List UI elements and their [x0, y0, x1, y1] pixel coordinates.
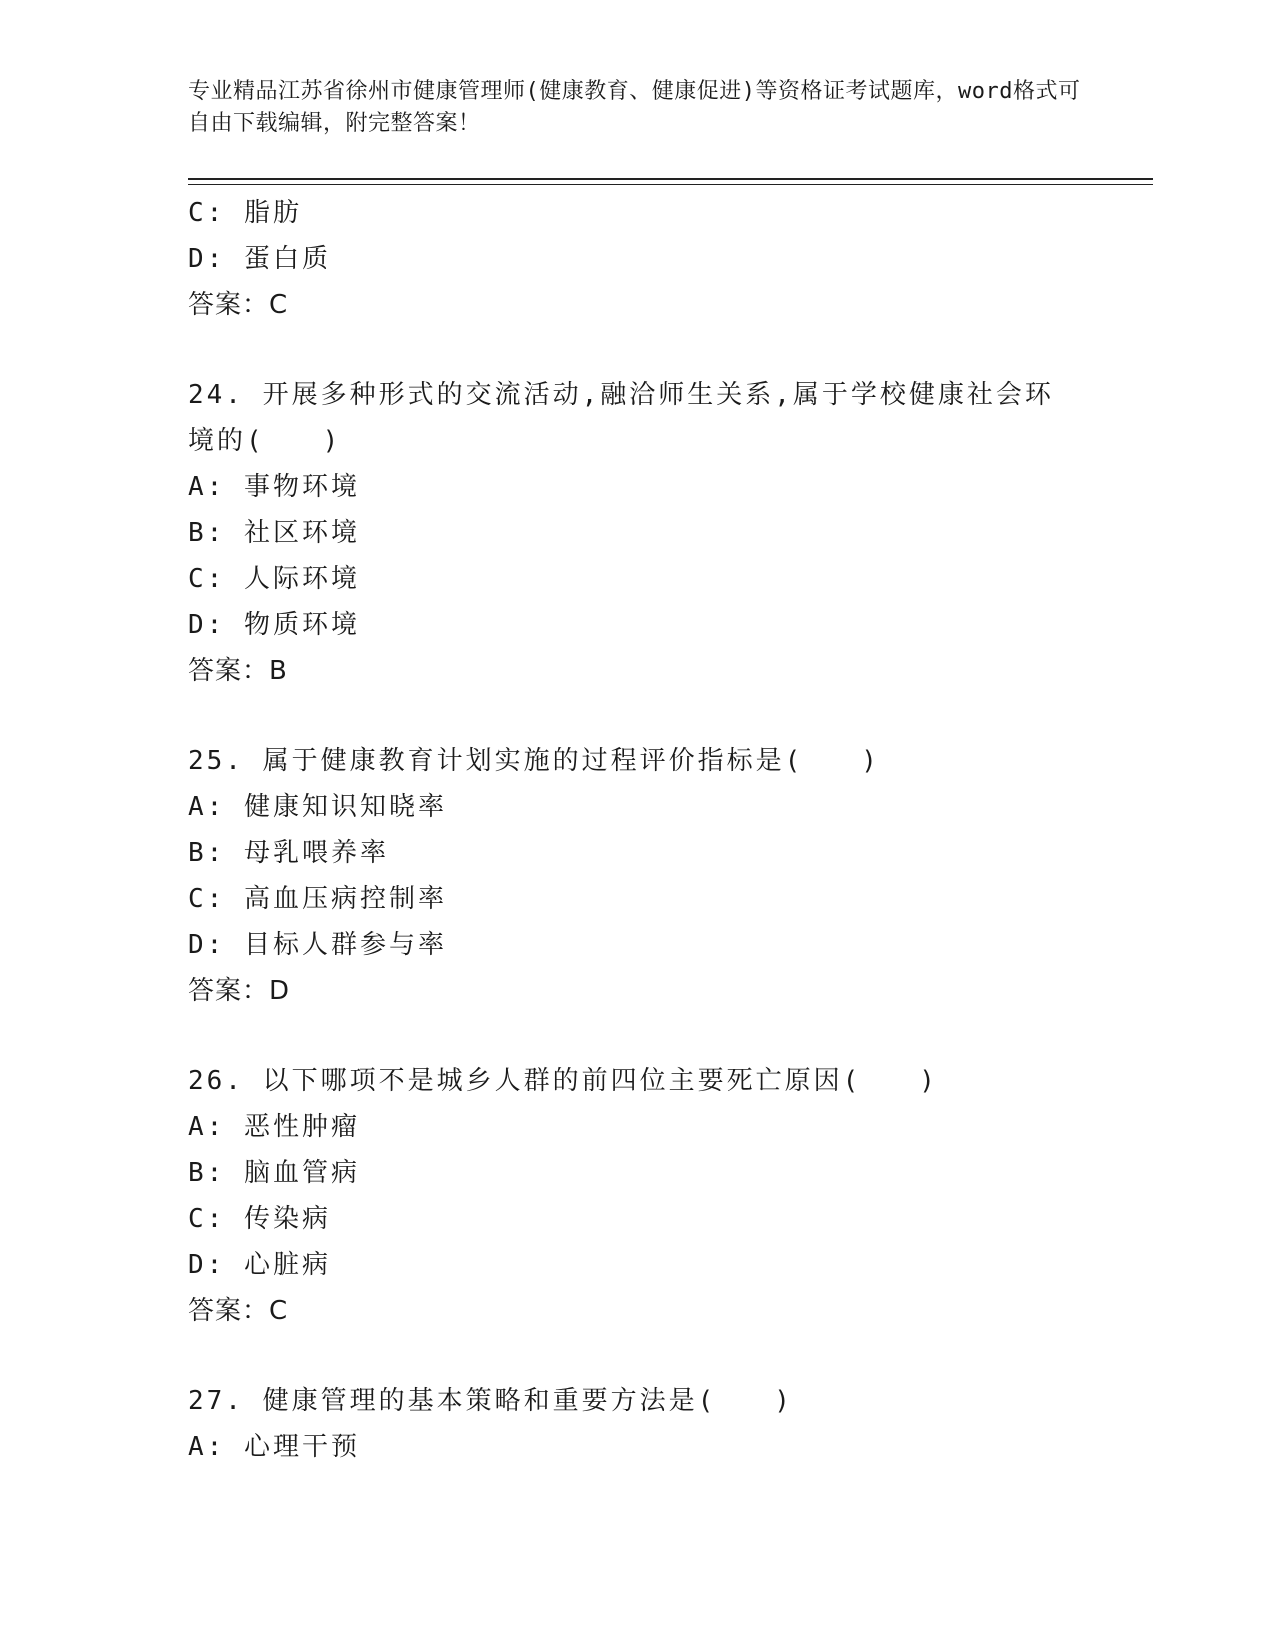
answer: 答案：D: [188, 976, 291, 1006]
page-header: [188, 76, 1088, 140]
option-c: C: 脂肪: [188, 198, 302, 228]
answer: 答案：C: [188, 290, 289, 320]
option-d: D: 目标人群参与率: [188, 930, 447, 960]
spacer: [188, 694, 1088, 738]
option-d: D: 蛋白质: [188, 244, 331, 274]
header-divider-thick: [188, 178, 1153, 180]
option-a: A: 恶性肿瘤: [188, 1112, 360, 1142]
answer: 答案：B: [188, 656, 288, 686]
question-27: [188, 1378, 1088, 1470]
question-23: [188, 190, 1088, 328]
question-25: [188, 738, 1088, 1014]
question-26: [188, 1058, 1088, 1334]
option-a: A: 健康知识知晓率: [188, 792, 447, 822]
spacer: [188, 328, 1088, 372]
option-a: A: 心理干预: [188, 1432, 360, 1462]
option-c: C: 传染病: [188, 1204, 331, 1234]
option-d: D: 心脏病: [188, 1250, 331, 1280]
question-24: [188, 372, 1088, 694]
question-stem: 24. 开展多种形式的交流活动,融洽师生关系,属于学校健康社会环境的( ): [188, 380, 1054, 456]
question-list: [188, 190, 1088, 1470]
header-text: 专业精品江苏省徐州市健康管理师(健康教育、健康促进)等资格证考试题库，word格式可自由下载编辑，附完整答案！: [188, 79, 1081, 136]
spacer: [188, 1014, 1088, 1058]
spacer: [188, 1334, 1088, 1378]
option-d: D: 物质环境: [188, 610, 360, 640]
option-b: B: 母乳喂养率: [188, 838, 389, 868]
option-b: B: 脑血管病: [188, 1158, 360, 1188]
question-stem: 26. 以下哪项不是城乡人群的前四位主要死亡原因( ): [188, 1066, 938, 1096]
option-c: C: 高血压病控制率: [188, 884, 447, 914]
option-b: B: 社区环境: [188, 518, 360, 548]
header-divider-thin: [188, 184, 1153, 185]
option-a: A: 事物环境: [188, 472, 360, 502]
question-stem: 27. 健康管理的基本策略和重要方法是( ): [188, 1386, 793, 1416]
answer: 答案：C: [188, 1296, 289, 1326]
question-stem: 25. 属于健康教育计划实施的过程评价指标是( ): [188, 746, 880, 776]
option-c: C: 人际环境: [188, 564, 360, 594]
